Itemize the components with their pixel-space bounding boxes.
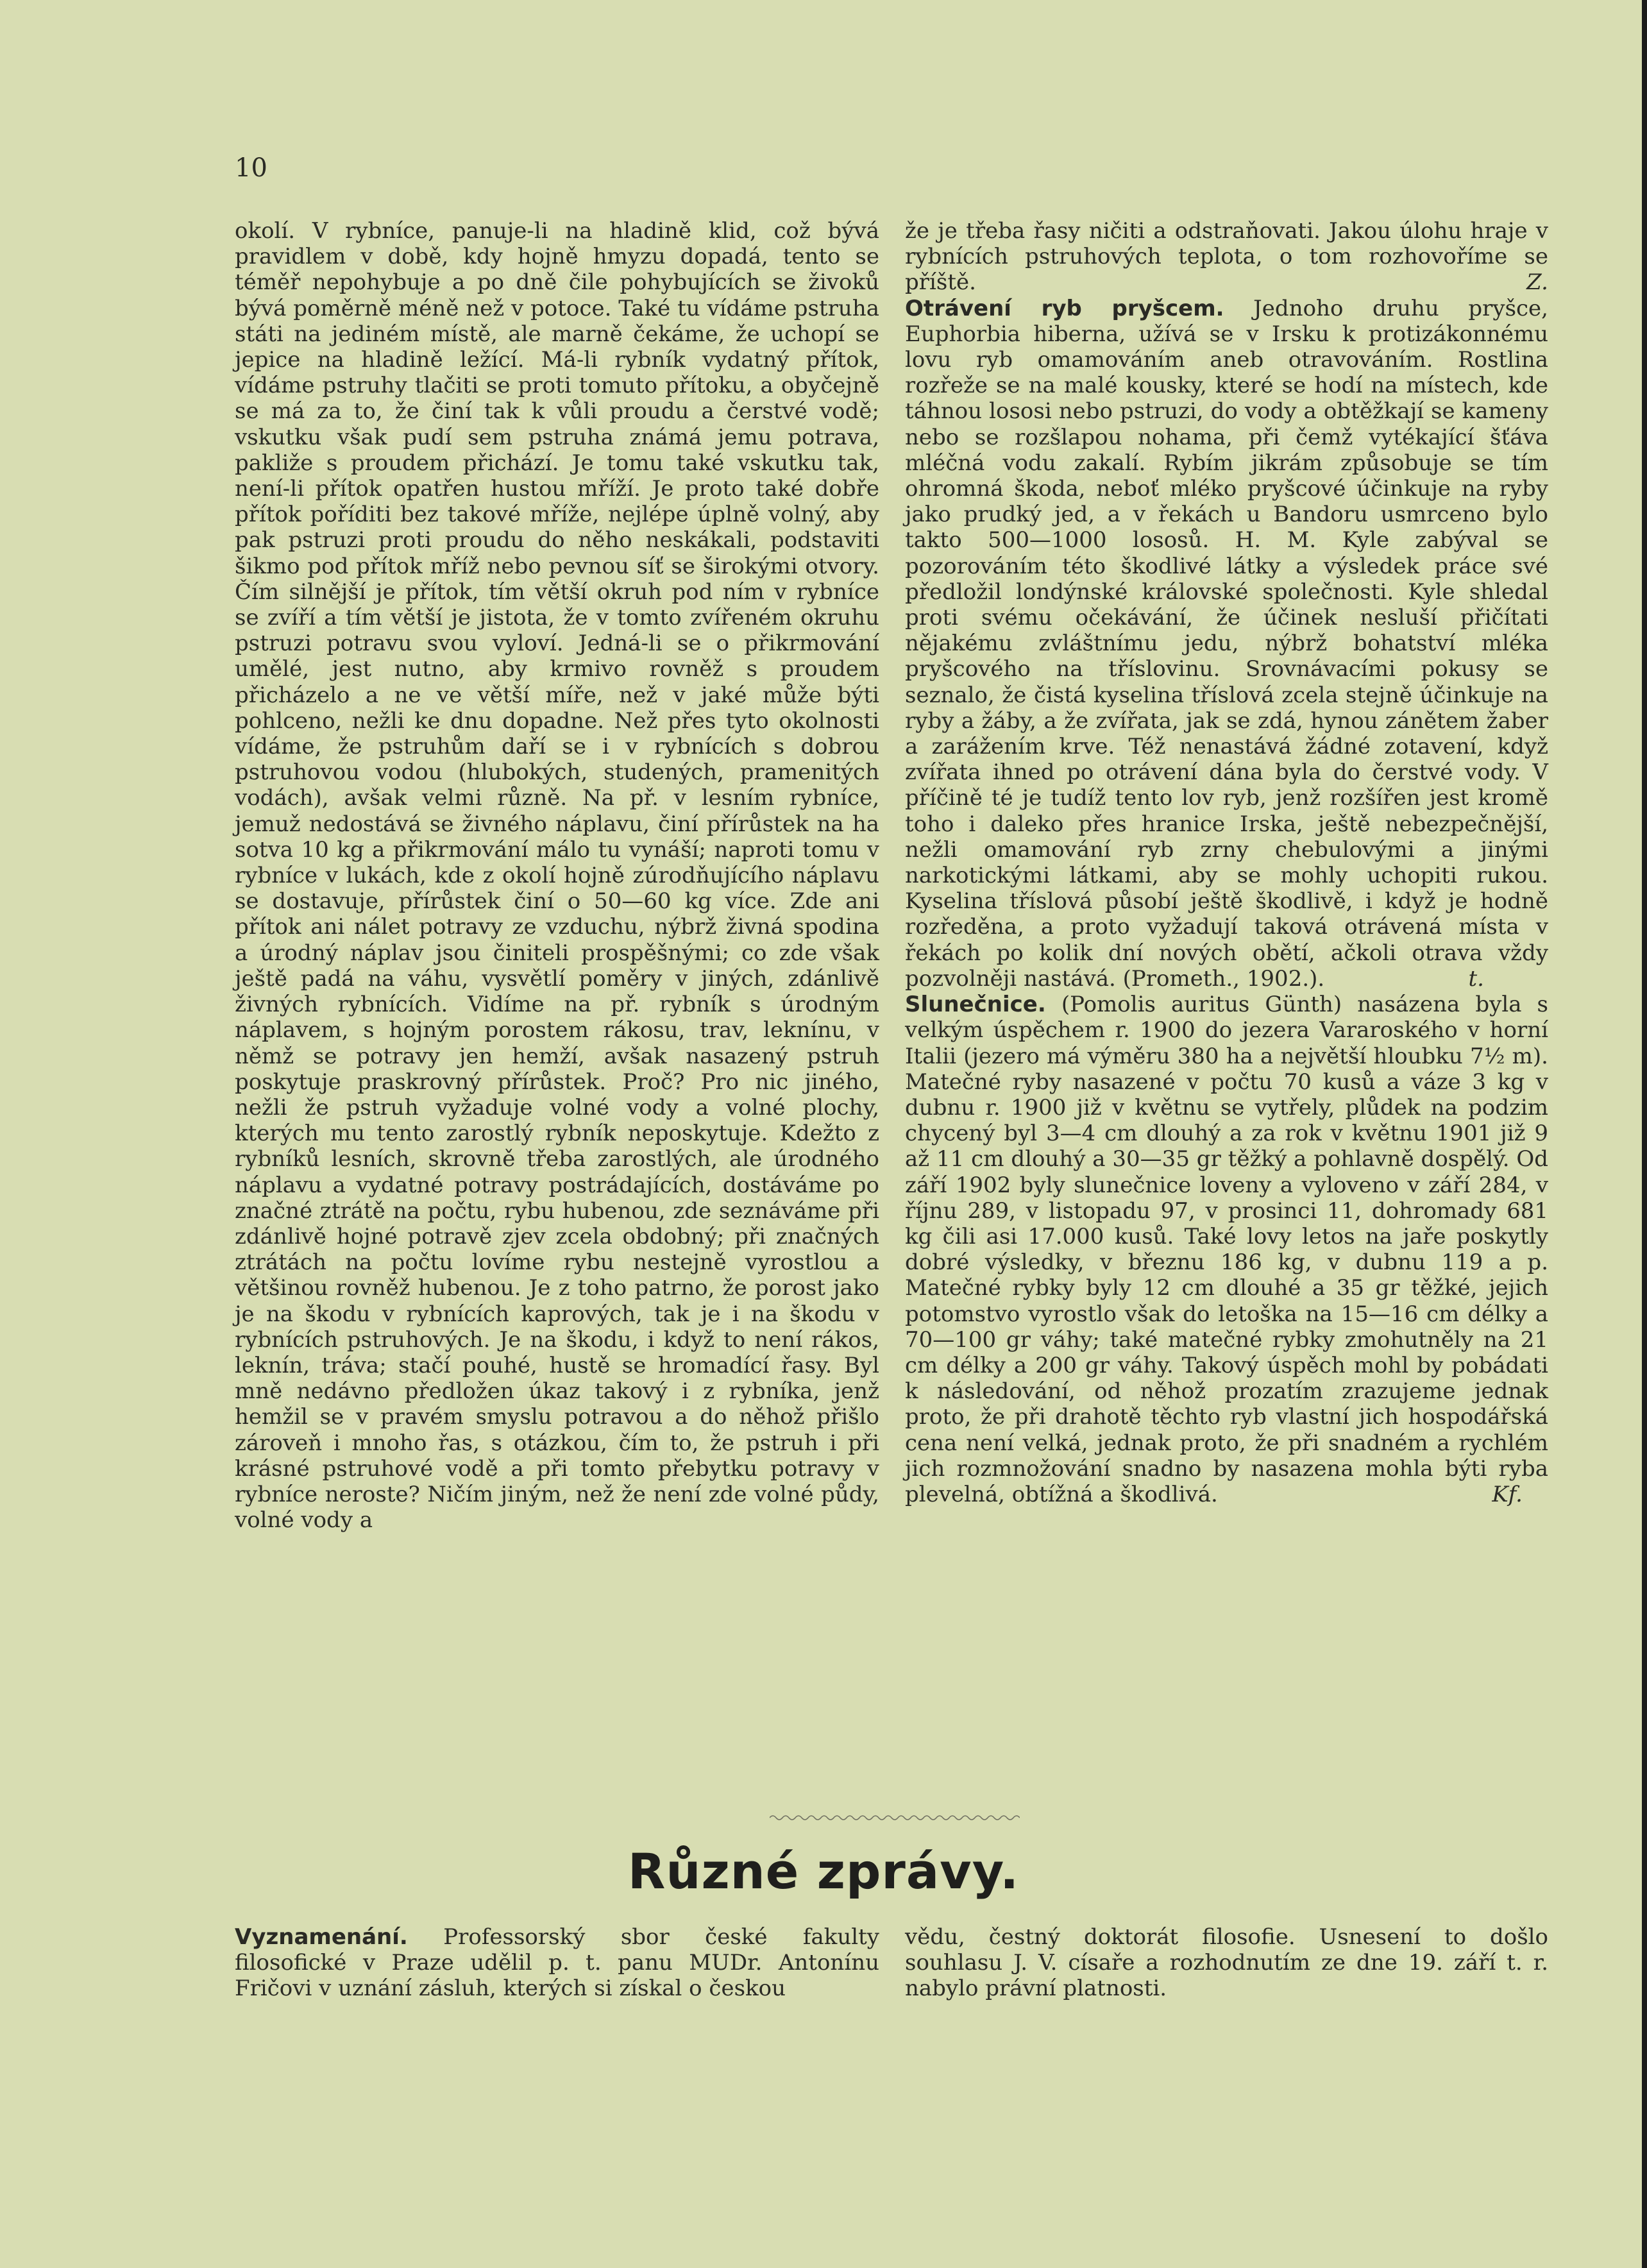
section-title: Různé zprávy. — [627, 1843, 1020, 1900]
poison-text: Jednoho druhu pryšce, Euphorbia hiberna, užívá se v Irsku k protizákonnému lovu ryb omamováním aneb otravováním. Rostlina rozřeže se na malé kousky, které se hodí na místech, kde táhnou lososi nebo pstruzi, do vody a obtěžkají se kameny nebo se rozšlapou nohama, při čemž vytékající šťáva mléčná vodu zakalí. Rybím jikrám způsobuje se tím ohromná škoda, neboť mléko pryšcové účinkuje na ryby jako prudký jed, a v řekách u Bandoru usmrceno bylo takto 500—1000 lososů. H. M. Kyle zabýval se pozorováním této škodlivé látky a výsledek práce své předložil londýnské královské společnosti. Kyle shledal proti svému očekávání, že účinek nesluší přičítati nějakému zvláštnímu jedu, nýbrž bohatství mléka pryšcového na tříslovinu. Srovnávacími pokusy se seznalo, že čistá kyselina tříslová zcela stejně účinkuje na ryby a žáby, a že zvířata, jak se zdá, hynou zánětem žaber a zarážením krve. Též nenastává žádné zotavení, když zvířata ihned po otrávení dána byla do čerstvé vody. V příčině té je tudíž tento lov ryb, jenž rozšířen jest kromě toho i daleko přes hranice Irska, ještě nebezpečnější, nežli omamování ryb zrny chebulovými a jinými narkotickými látkami, aby se mohly uchopiti rukou. Kyselina tříslová působí ještě škodlivě, i když je hodně rozředěna, a proto vyžadují taková otrávená místa v řekách po kolik dní nových obětí, ačkoli otrava vždy pozvolněji nastává. (Prometh., 1902.). — [905, 295, 1548, 992]
section-divider — [770, 1814, 1020, 1822]
award-text-left: Professorský sbor české fakulty filosofické v Praze udělil p. t. panu MUDr. Antonínu Fričovi v uznání zásluh, kterých si získal o českou — [235, 1924, 879, 2002]
poison-article — [905, 296, 1548, 992]
award-text-right: vědu, čestný doktorát filosofie. Usnesení to došlo souhlasu J. V. císaře a rozhodnutím ze dne 19. září t. r. nabylo právní platnosti. — [905, 1924, 1548, 2002]
author-sign-t: t. — [1468, 965, 1484, 992]
sunfish-heading: Slunečnice. — [905, 992, 1046, 1018]
right-column — [905, 218, 1548, 1507]
poison-heading: Otrávení ryb pryšcem. — [905, 295, 1224, 321]
page-number: 10 — [235, 153, 267, 183]
sunfish-text: (Pomolis auritus Günth) nasázena byla s velkým úspěchem r. 1900 do jezera Vararoského v horní Italii (jezero má výměru 380 ha a největší hloubku 7½ m). Matečné ryby nasazené v počtu 70 kusů a váze 3 kg v dubnu r. 1900 již v květnu se vytřely, plůdek na podzim chycený byl 3—4 cm dlouhý a za rok v květnu 1901 již 9 až 11 cm dlouhý a 30—35 gr těžký a pohlavně dospělý. Od září 1902 byly slunečnice loveny a vyloveno v září 284, v říjnu 289, v listopadu 97, v prosinci 11, dohromady 681 kg čili asi 17.000 kusů. Také lovy letos na jaře poskytly dobré výsledky, v březnu 186 kg, v dubnu 119 a p. Matečné rybky byly 12 cm dlouhé a 35 gr těžké, jejich potomstvo vyrostlo však do letoška na 15—16 cm délky a 70—100 gr váhy; také matečné rybky zmohutněly na 21 cm délky a 200 gr váhy. Takový úspěch mohl by pobádati k následování, od něhož prozatím zrazujeme jednak proto, že při drahotě těchto ryb vlastní jich hospodářská cena není velká, jednak proto, že při snadném a rychlém jich rozmnožování snadno by nasazena mohla býti ryba plevelná, obtížná a škodlivá. — [905, 992, 1548, 1507]
news-left-column — [235, 1924, 879, 2002]
award-heading: Vyznamenání. — [235, 1924, 408, 1950]
author-sign-z: Z. — [1526, 269, 1548, 296]
sunfish-article — [905, 992, 1548, 1507]
scan-edge — [1642, 0, 1647, 2268]
news-right-column — [905, 1924, 1548, 2002]
award-paragraph — [235, 1924, 879, 2002]
fish-ponds-article-text: okolí. V rybníce, panuje-li na hladině klid, což bývá pravidlem v době, kdy hojně hmyzu dopadá, tento se téměř nepohybuje a po dně čile pohybujících se živoků bývá poměrně méně než v potoce. Také tu vídáme pstruha státi na jediném místě, ale marně čekáme, že uchopí se jepice na hladině ležící. Má-li rybník vydatný přítok, vídáme pstruhy tlačiti se proti tomuto přítoku, a obyčejně se má za to, že činí tak k vůli proudu a čerstvé vodě; vskutku však pudí sem pstruha známá jemu potrava, pakliže s proudem přichází. Je tomu také vskutku tak, není-li přítok opatřen hustou mříží. Je proto také dobře přítok poříditi bez takové mříže, nejlépe úplně volný, aby pak pstruzi proti proudu do něho neskákali, podstaviti šikmo pod přítok mříž nebo pevnou síť se širokými otvory. Čím silnější je přítok, tím větší okruh pod ním v rybníce se zvíří a tím větší je jistota, že v tomto zvířeném okruhu pstruzi potravu svou vyloví. Jedná-li se o přikrmování umělé, jest nutno, aby krmivo rovněž s proudem přicházelo a ne ve větší míře, než v jaké může býti pohlceno, nežli ke dnu dopadne. Než přes tyto okolnosti vídáme, že pstruhům daří se i v rybnících s dobrou pstruhovou vodou (hlubokých, studených, pramenitých vodách), avšak velmi různě. Na př. v lesním rybníce, jemuž nedostává se živného náplavu, činí přírůstek na ha sotva 10 kg a přikrmování málo tu vynáší; naproti tomu v rybníce v lukách, kde z okolí hojně zúrodňujícího náplavu se dostavuje, přírůstek činí o 50—60 kg více. Zde ani přítok ani nálet potravy ze vzduchu, nýbrž živná spodina a úrodný náplav jsou činiteli prospěšnými; co zde však ještě padá na váhu, vysvětlí poměry v jiných, zdánlivě živných rybnících. Vidíme na př. rybník s úrodným náplavem, s hojným porostem rákosu, trav, leknínu, v němž se potravy jen hemží, avšak nasazený pstruh poskytuje praskrovný přírůstek. Proč? Pro nic jiného, nežli že pstruh vyžaduje volné vody a volné plochy, kterých mu tento zarostlý rybník neposkytuje. Kdežto z rybníků lesních, skrovně třeba zarostlých, ale úrodného náplavu a vydatné potravy postrádajících, dostáváme po značné ztrátě na počtu, rybu hubenou, zde seznáváme při zdánlivě hojné potravě zjev zcela obdobný; při značných ztrátách na počtu lovíme rybu nestejně vyrostlou a většinou rovněž hubenou. Je z toho patrno, že porost jako je na škodu v rybnících kaprových, tak je i na škodu v rybnících pstruhových. Je na škodu, i když to není rákos, leknín, tráva; stačí pouhé, hustě se hromadící řasy. Byl mně nedávno předložen úkaz takový i z rybníka, jenž hemžil se v pravém smyslu potravou a do něhož přišlo zároveň i mnoho řas, s otázkou, čím to, že pstruh i při krásné pstruhové vodě a při tomto přebytku potravy v rybníce neroste? Ničím jiným, než že není zde volné půdy, volné vody a — [235, 218, 879, 1534]
author-sign-kf: Kf. — [1492, 1481, 1523, 1507]
continuation-text: že je třeba řasy ničiti a odstraňovati. Jakou úlohu hraje v rybnících pstruhových teplota, o tom rozhovoříme se příště. — [905, 218, 1548, 296]
left-column — [235, 218, 879, 1533]
continuation-paragraph — [905, 218, 1548, 296]
